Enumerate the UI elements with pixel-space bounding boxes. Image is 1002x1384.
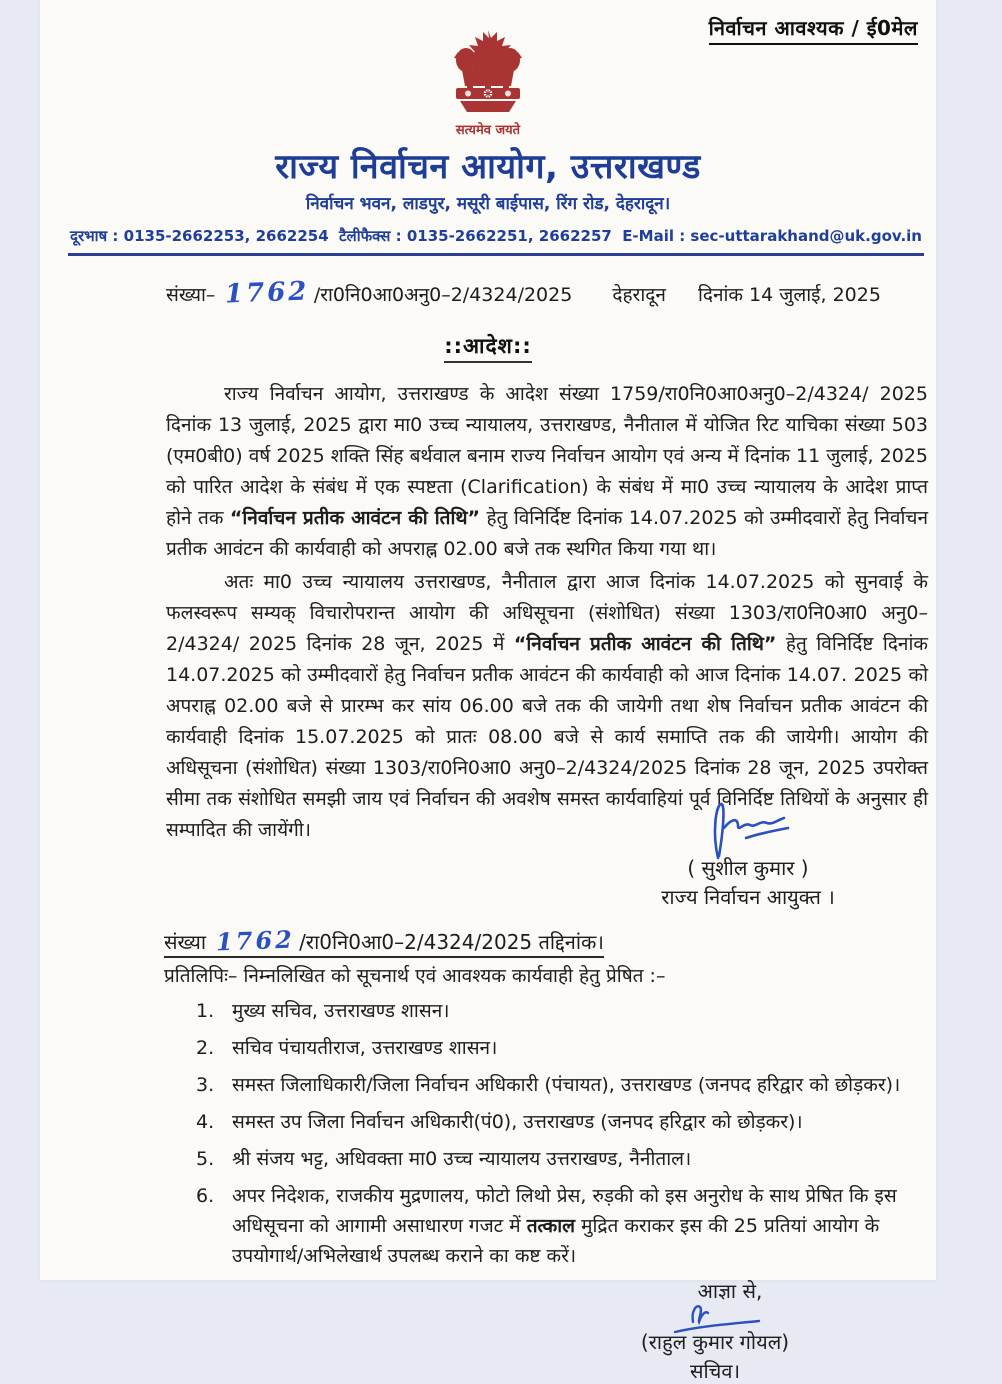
recipient-row-1: [196, 996, 922, 1026]
ref-place: देहरादून: [612, 284, 666, 306]
org-address: निर्वाचन भवन, लाडपुर, मसूरी बाईपास, रिंग रोड, देहरादून।: [305, 194, 671, 214]
copy-reference-line: [164, 926, 926, 958]
recipient-row-5: [196, 1144, 922, 1174]
recipient-number: 4.: [196, 1111, 215, 1133]
recipient-list: [196, 996, 922, 1271]
recipient-6-text-cont: मुद्रित कराकर इस की 25 प्रतियां आयोग के उपयोगार्थ/अभिलेखार्थ उपलब्ध कराने का कष्ट करें।: [232, 1215, 880, 1267]
commissioner-name: ( सुशील कुमार ): [687, 856, 809, 880]
header-divider: [68, 253, 924, 256]
recipient-text: श्री संजय भट्ट, अधिवक्ता मा0 उच्च न्यायालय उत्तराखण्ड, नैनीताल।: [232, 1148, 692, 1170]
paragraph-1-bold-phrase: “निर्वाचन प्रतीक आवंटन की तिथि”: [229, 507, 481, 529]
order-heading: ::आदेश::: [444, 332, 532, 363]
secretary-signature-ink-icon: [655, 1304, 775, 1328]
contact-row: [70, 226, 922, 246]
handwritten-copy-ref-number: 1762: [215, 924, 296, 957]
copy-ref-code: /रा0नि0आ0–2/4324/2025 तद्दिनांक।: [299, 930, 604, 954]
reference-number-line: [166, 278, 926, 308]
paragraph-1: [166, 379, 928, 565]
paragraph-1-text-cont: हेतु विनिर्दिष्ट दिनांक 14.07.2025 को उम्मीदवारों हेतु निर्वाचन प्रतीक आवंटन की कार्यवाही को अपराह्न 02.00 बजे तक स्थगित किया गया था।: [166, 507, 928, 560]
recipient-row-3: [196, 1070, 922, 1100]
emblem-motto: सत्यमेव जयते: [455, 123, 521, 138]
order-heading-wrap: [40, 332, 936, 363]
telefax-numbers: टैलीफैक्स : 0135-2662251, 2662257: [338, 227, 612, 245]
commissioner-signature-block: [618, 798, 878, 910]
secretary-designation: सचिव।: [689, 1359, 741, 1383]
order-body: [166, 379, 928, 846]
document-page: [40, 0, 936, 1383]
recipient-text: मुख्य सचिव, उत्तराखण्ड शासन।: [232, 1000, 450, 1022]
recipient-6-bold-word: तत्काल: [526, 1215, 576, 1237]
copy-ref-label: संख्या: [164, 930, 206, 954]
paragraph-2-text: अतः मा0 उच्च न्यायालय उत्तराखण्ड, नैनीताल द्वारा आज दिनांक 14.07.2025 को सुनवाई के फलस्वरूप सम्यक् विचारोपरान्त आयोग की अधिसूचना (संशोधित) संख्या 1303/रा0नि0आ0 अनु0–2/4324/ 2025 दिनांक 28 जून, 2025 में: [166, 571, 928, 655]
recipient-number: 2.: [196, 1037, 215, 1059]
email-address: E-Mail : sec-uttarakhand@uk.gov.in: [622, 227, 922, 245]
delivery-mode-note: निर्वाचन आवश्यक / ई0मेल: [709, 14, 918, 45]
signature-ink-icon: [688, 798, 808, 860]
recipient-number: 6.: [196, 1185, 215, 1207]
recipient-number: 1.: [196, 1000, 215, 1022]
recipient-text: समस्त उप जिला निर्वाचन अधिकारी(पं0), उत्तराखण्ड (जनपद हरिद्वार को छोड़कर)।: [232, 1111, 803, 1133]
ref-date: दिनांक 14 जुलाई, 2025: [697, 284, 881, 306]
phone-numbers: दूरभाष : 0135-2662253, 2662254: [70, 227, 329, 245]
commissioner-designation: राज्य निर्वाचन आयुक्त ।: [661, 885, 835, 909]
ref-code: /रा0नि0आ0अनु0–2/4324/2025: [313, 284, 573, 306]
handwritten-ref-number: 1762: [224, 276, 311, 310]
recipient-text: [232, 1181, 922, 1271]
recipient-row-2: [196, 1033, 922, 1063]
paragraph-2-bold-phrase: “निर्वाचन प्रतीक आवंटन की तिथि”: [513, 633, 777, 655]
copy-distribution-intro: प्रतिलिपिः– निम्नलिखित को सूचनार्थ एवं आवश्यक कार्यवाही हेतु प्रेषित :–: [164, 965, 666, 987]
secretary-signature-block: [590, 1277, 840, 1384]
recipient-6-text: अपर निदेशक, राजकीय मुद्रणालय, फोटो लिथो प्रेस, रुड़की को इस अनुरोध के साथ प्रेषित कि इस अधिसूचना को आगामी असाधारण गजट में: [232, 1185, 897, 1237]
recipient-number: 5.: [196, 1148, 215, 1170]
secretary-name: (राहुल कुमार गोयल): [640, 1330, 790, 1354]
recipient-row-6: [196, 1181, 922, 1271]
recipient-number: 3.: [196, 1074, 215, 1096]
ref-label: संख्या–: [166, 284, 216, 306]
paragraph-2-text-cont: हेतु विनिर्दिष्ट दिनांक 14.07.2025 को उम्मीदवारों हेतु निर्वाचन प्रतीक आवंटन की कार्यवाही को आज दिनांक 14.07. 2025 को अपराह्न 02.00 बजे से प्रारम्भ कर सांय 06.00 बजे तक की जायेगी तथा शेष निर्वाचन प्रतीक आवंटन की कार्यवाही दिनांक 15.07.2025 को प्रातः 08.00 बजे से कार्य समाप्ति तक की जायेगी। आयोग की अधिसूचना (संशोधित) संख्या 1303/रा0नि0आ0 अनु0–2/4324/2025 दिनांक 28 जून, 2025 उपरोक्त सीमा तक संशोधित समझी जाय एवं निर्वाचन की अवशेष समस्त कार्यवाहियां पूर्व विनिर्दिष्ट तिथियों के अनुसार ही सम्पादित की जायेंगी।: [166, 633, 928, 841]
recipient-row-4: [196, 1107, 922, 1137]
paragraph-1-text: राज्य निर्वाचन आयोग, उत्तराखण्ड के आदेश संख्या 1759/रा0नि0आ0अनु0–2/4324/ 2025 दिनांक 13 जुलाई, 2025 द्वारा मा0 उच्च न्यायालय, उत्तराखण्ड, नैनीताल में योजित रिट याचिका संख्या 503 (एम0बी0) वर्ष 2025 शक्ति सिंह बर्थवाल बनाम राज्य निर्वाचन आयोग एवं अन्य में दिनांक 11 जुलाई, 2025 को पारित आदेश के संबंध में एक स्पष्टता (Clarification) के संबंध में मा0 उच्च न्यायालय के आदेश प्राप्त होने तक: [166, 383, 928, 529]
org-name-title: राज्य निर्वाचन आयोग, उत्तराखण्ड: [275, 147, 701, 187]
recipient-text: सचिव पंचायतीराज, उत्तराखण्ड शासन।: [232, 1037, 498, 1059]
recipient-text: समस्त जिलाधिकारी/जिला निर्वाचन अधिकारी (पंचायत), उत्तराखण्ड (जनपद हरिद्वार को छोड़कर)।: [232, 1074, 901, 1096]
by-order-text: आज्ञा से,: [697, 1279, 763, 1303]
